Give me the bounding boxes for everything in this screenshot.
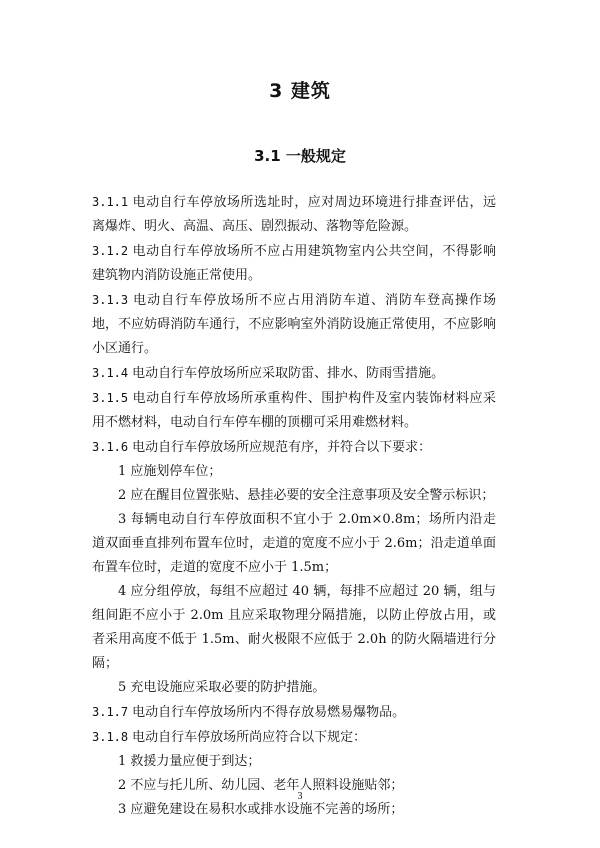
clause-number: 3.1.5: [92, 391, 129, 405]
clause-text: 电动自行车停放场所尚应符合以下规定：: [132, 730, 367, 745]
paragraph-3-1-8: [92, 725, 496, 750]
section-title: 3.1 一般规定: [254, 147, 346, 165]
paragraph-3-1-2: [92, 239, 496, 288]
paragraph-3-1-1: [92, 190, 496, 239]
clause-text: 电动自行车停放场所应采取防雷、排水、防雨雪措施。: [132, 366, 445, 381]
list-item-3-1-6-5: 5 充电设施应采取必要的防护措施。: [118, 680, 326, 695]
list-item-3-1-6-2: 2 应在醒目位置张贴、悬挂必要的安全注意事项及安全警示标识；: [118, 488, 495, 503]
clause-text: 电动自行车停放场所不应占用消防车道、消防车登高操作场地，不应妨碍消防车通行，不应影响室外消防设施正常使用，不应影响小区通行。: [92, 293, 496, 356]
paragraph-3-1-6: [92, 435, 496, 460]
chapter-title: 3 建筑: [269, 80, 331, 102]
list-item-3-1-6-4: 4 应分组停放，每组不应超过 40 辆，每排不应超过 20 辆，组与组间距不应小于 2.0m 且应采取物理分隔措施，以防止停放占用，或者采用高度不低于 1.5m、耐火极限不应低于 2.0h 的防火隔墙进行分隔；: [92, 584, 496, 671]
clause-number: 3.1.7: [92, 705, 129, 719]
paragraph-3-1-3: [92, 288, 496, 361]
list-item-3-1-6-1: 1 应施划停车位；: [118, 464, 222, 479]
clause-text: 电动自行车停放场所应规范有序，并符合以下要求：: [132, 440, 432, 455]
paragraph-3-1-4: [92, 361, 496, 386]
clause-number: 3.1.8: [92, 730, 129, 744]
clause-number: 3.1.2: [92, 244, 129, 258]
clause-number: 3.1.1: [92, 195, 129, 209]
list-item-3-1-8-1: 1 救援力量应便于到达；: [118, 754, 261, 769]
clause-text: 电动自行车停放场所选址时，应对周边环境进行排查评估，远离爆炸、明火、高温、高压、剧烈振动、落物等危险源。: [92, 195, 496, 234]
clause-number: 3.1.6: [92, 440, 129, 454]
list-item-3-1-8-3: 3 应避免建设在易积水或排水设施不完善的场所；: [118, 802, 404, 817]
body-text: [92, 190, 496, 822]
list-item-3-1-6-3: 3 每辆电动自行车停放面积不宜小于 2.0m×0.8m；场所内沿走道双面垂直排列布置车位时，走道的宽度不应小于 2.6m；沿走道单面布置车位时，走道的宽度不应小于 1.5m；: [92, 512, 496, 575]
clause-number: 3.1.3: [92, 293, 129, 307]
page-number: 3: [297, 791, 303, 802]
clause-text: 电动自行车停放场所不应占用建筑物室内公共空间，不得影响建筑物内消防设施正常使用。: [92, 244, 496, 283]
clause-text: 电动自行车停放场所内不得存放易燃易爆物品。: [132, 705, 406, 720]
clause-text: 电动自行车停放场所承重构件、围护构件及室内装饰材料应采用不燃材料，电动自行车停车棚的顶棚可采用难燃材料。: [92, 391, 496, 430]
list-item-3-1-8-2: 2 不应与托儿所、幼儿园、老年人照料设施贴邻；: [118, 778, 404, 793]
paragraph-3-1-5: [92, 386, 496, 435]
paragraph-3-1-7: [92, 700, 496, 725]
clause-number: 3.1.4: [92, 366, 129, 380]
